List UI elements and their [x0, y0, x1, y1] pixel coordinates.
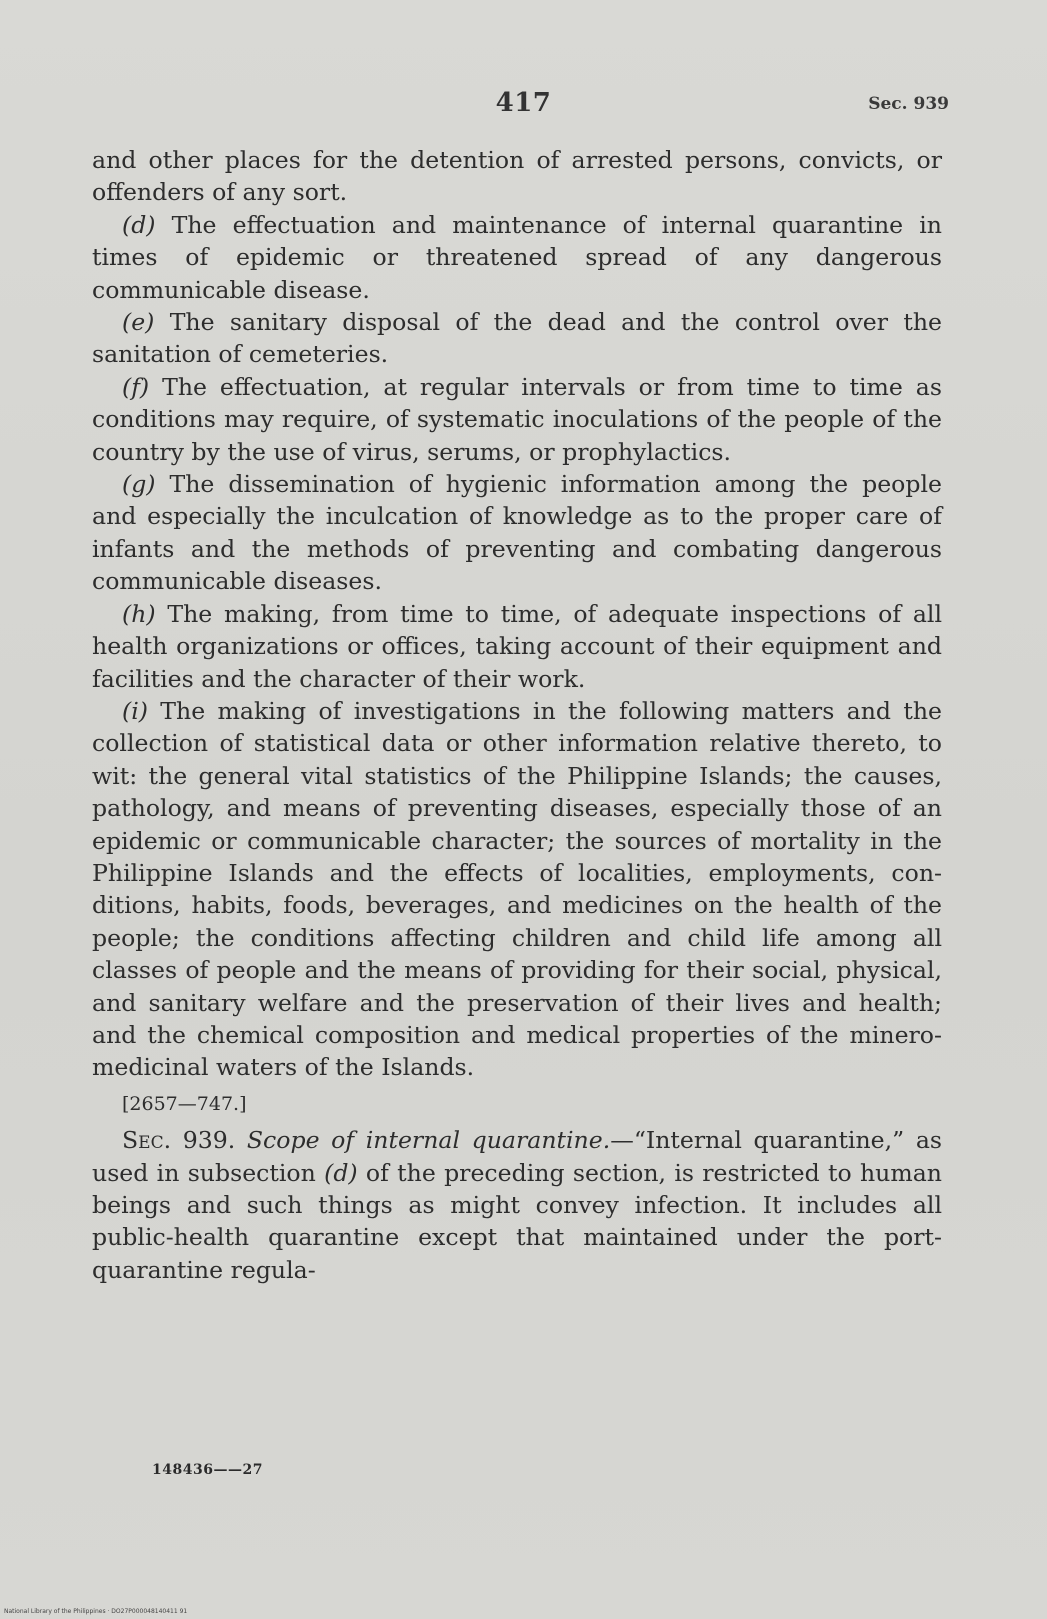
section-text-part-1: —“Internal quarantine,” as used in subsection — [92, 1126, 943, 1187]
paragraph-text: The sanitary disposal of the dead and the control over the sanitation of cemeteries. — [92, 308, 942, 369]
subsection-letter-h: (h) — [122, 599, 156, 628]
paragraph-text: The dissemination of hygienic information among the people and especially the inculcation of knowledge as to the proper care of infants and the methods of preventing and combating dangerous communicable diseases. — [92, 470, 942, 596]
paragraph-continuation — [92, 144, 942, 209]
paragraph-f — [92, 371, 942, 468]
section-939 — [92, 1124, 942, 1286]
page-number: 417 — [495, 88, 552, 118]
subsection-reference: (d) — [324, 1158, 358, 1187]
paragraph-i — [92, 695, 942, 1084]
body-text — [92, 144, 942, 1286]
running-section-reference: Sec. 939 — [868, 94, 949, 114]
paragraph-h — [92, 598, 942, 695]
paragraph-text: The effectuation and maintenance of internal quarantine in times of epidemic or threatened spread of any dangerous communicable disease. — [92, 210, 942, 304]
legislative-citation: [2657—747.] — [122, 1092, 247, 1115]
subsection-letter-d: (d) — [122, 210, 156, 239]
paragraph-text: The making, from time to time, of adequate inspections of all health organizations or offices, taking account of their equipment and facilities and the character of their work. — [92, 599, 942, 693]
paragraph-text: The effectuation, at regular intervals or from time to time as conditions may require, of systematic inoculations of the people of the country by the use of virus, serums, or prophylactics. — [92, 372, 942, 466]
paragraph-text: and other places for the detention of arrested persons, convicts, or offenders of any sort. — [92, 146, 942, 207]
paragraph-d — [92, 209, 942, 306]
subsection-letter-g: (g) — [122, 470, 156, 499]
paragraph-e — [92, 306, 942, 371]
paragraph-g — [92, 468, 942, 598]
section-text-part-2: of the preceding section, is restricted to human beings and such things as might convey infection. It includes all public-health quarantine except that maintained under the port-quarantine regula- — [92, 1158, 942, 1284]
printer-signature-mark: 148436——27 — [152, 1462, 263, 1478]
section-label: Sec. 939. — [122, 1126, 236, 1155]
subsection-letter-f: (f) — [122, 372, 150, 401]
paragraph-text: The making of investigations in the following matters and the collection of statistical data or other information relative thereto, to wit: the general vital statistics of the Philippine Islands; the causes, pathology, and means of preventing diseases, especially those of an epidemic or communicable character; the sources of mortality in the Philippine Islands and the effects of localities, employments, conditions, habits, foods, beverages, and medicines on the health of the people; the conditions affecting children and child life among all classes of people and the means of providing for their social, physical, and sanitary welfare and the preservation of their lives and health; and the chemical composition and medical properties of the minero-medicinal waters of the Islands. — [92, 696, 942, 1082]
subsection-letter-i: (i) — [122, 696, 148, 725]
scan-credit-footer: National Library of the Philippines · DO27P000048140411 91 — [4, 1608, 188, 1615]
section-title: Scope of internal quarantine. — [246, 1126, 611, 1155]
page-header — [0, 88, 1047, 128]
subsection-letter-e: (e) — [122, 308, 155, 337]
